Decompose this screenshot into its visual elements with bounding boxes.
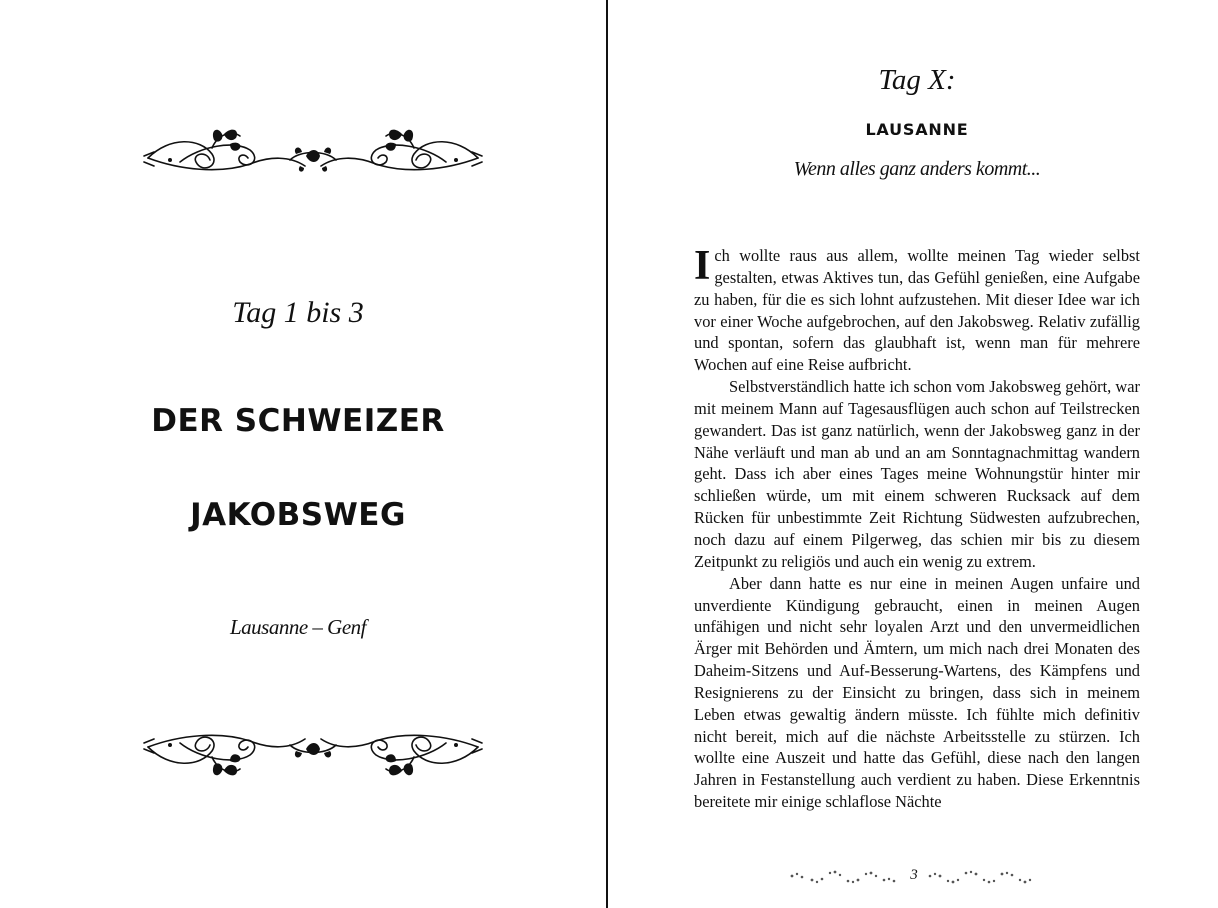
chapter-title-line-2: JAKOBSWEG [190,497,406,533]
drop-cap: I [694,243,711,289]
chapter-subtitle: Wenn alles ganz anders kommt... [793,158,1041,180]
right-page [608,0,1218,908]
footer-ornament-right-icon [926,870,1038,886]
footer-ornament-left-icon [788,870,900,886]
floral-ornament-top [140,126,486,182]
left-page [0,0,606,908]
chapter-title-line-1: DER SCHWEIZER [151,403,445,439]
page-footer [788,866,1046,888]
page-number: 3 [910,867,918,883]
paragraph-1-text: ch wollte raus aus allem, wollte meinen Tag wieder selbst gestalten, etwas Aktives tun, das Gefühl genießen, eine Aufgabe zu haben, für die es sich lohnt aufzustehen. Mit dieser Idee war ich vor einer Woche aufgebrochen, auf den Jakobsweg. Relativ zufällig und spontan, sofern das glaubhaft ist, wenn man für mehrere Wochen auf eine Reise aufbricht. [694,246,1140,375]
chapter-route: Lausanne – Genf [230,615,366,639]
chapter-heading-city: LAUSANNE [865,120,969,139]
chapter-day-range: Tag 1 bis 3 [232,296,364,329]
paragraph-1 [694,245,1140,376]
chapter-heading-day: Tag X: [878,64,956,96]
paragraph-3: Aber dann hatte es nur eine in meinen Augen unfaire und unverdiente Kündigung gebraucht, einen in meinen Augen unfähigen und nicht sehr loyalen Arzt und den unvermeidlichen Ärger mit Behörden und Ämtern, um mich nach drei Monaten des Daheim-Sitzens und Auf-Besserung-Wartens, des Kämpfens und Resignierens zu der Einsicht zu bringen, dass sich in meinem Leben etwas gewaltig ändern müsste. Ich fühlte mich definitiv nicht bereit, mich auf die nächste Arbeitsstelle zu stürzen. Ich wollte eine Auszeit und hatte das Gefühl, diese nach den langen Jahren in Festanstellung auch verdient zu haben. Diese Erkenntnis bereitete mir einige schlaflose Nächte [694,573,1140,812]
paragraph-2: Selbstverständlich hatte ich schon vom Jakobsweg gehört, war mit meinem Mann auf Tagesausflügen auch schon auf Teilstrecken gewandert. Das ist ganz natürlich, wenn der Jakobsweg ganz in der Nähe verläuft und man ab und an am Sonntagnachmittag wandern geht. Dass ich aber eines Tages meine Wohnungstür hinter mir schließen würde, um mit einem schweren Rucksack auf dem Rücken für unbestimmte Zeit Richtung Südwesten aufzubrechen, noch dazu auf einem Pilgerweg, das schien mir bis zu diesem Zeitpunkt zu religiös und auch ein wenig zu extrem. [694,377,1140,571]
floral-ornament-bottom [140,723,486,779]
body-text [694,245,1140,813]
